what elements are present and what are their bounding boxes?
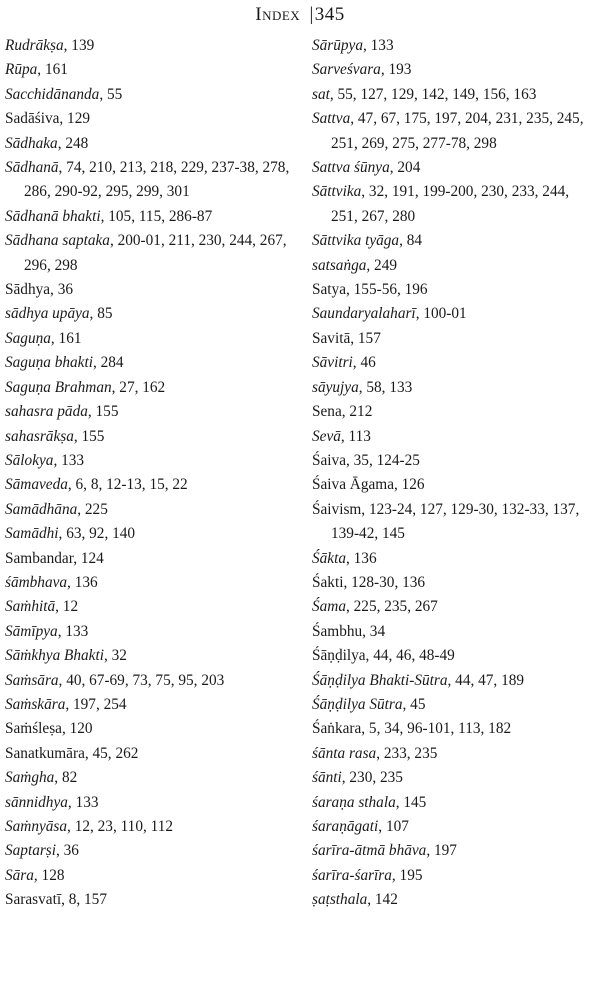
index-term: śaraṇāgati [312, 818, 379, 835]
index-page-refs: , 155-56, 196 [346, 281, 428, 299]
index-page-refs: , 113 [340, 427, 371, 445]
index-term: Sevā [312, 427, 341, 445]
index-entry [312, 449, 598, 473]
index-page-refs: , 5, 34, 96-101, 113, 182 [361, 720, 512, 738]
index-entry [312, 498, 598, 547]
index-term: śarīra-śarīra [312, 866, 392, 884]
index-page-refs: , 12 [55, 598, 79, 616]
index-term: Samādhi [5, 525, 59, 543]
index-page-refs: , 40, 67-69, 73, 75, 95, 203 [58, 671, 225, 689]
index-entry [312, 58, 598, 82]
index-entry [312, 839, 598, 863]
index-term: Sādhana saptaka [5, 232, 110, 250]
index-entry [5, 522, 295, 546]
index-page-refs: , 105, 115, 286-87 [100, 207, 213, 225]
index-entry [312, 278, 598, 302]
index-term: sahasra pāda [5, 403, 88, 421]
index-term: sat [312, 85, 330, 103]
index-term: Śaṅkara [312, 720, 362, 738]
index-page-refs: , 58, 133 [358, 378, 413, 396]
index-term: Śakti [312, 573, 344, 591]
index-entry [5, 644, 295, 668]
index-entry [5, 278, 295, 302]
index-entry [312, 254, 598, 278]
index-entry [312, 669, 598, 693]
index-entry [312, 815, 598, 839]
index-term: Rūpa [5, 61, 38, 79]
index-page-refs: , 193 [380, 61, 412, 79]
index-term: Saguṇa Brahman [5, 378, 112, 396]
index-entry [5, 205, 295, 229]
index-entry [312, 620, 598, 644]
index-page-refs: , 74, 210, 213, 218, 229, 237-38, 278, 286, 290-92, 295, 299, 301 [24, 159, 290, 201]
index-entry [312, 888, 598, 912]
index-entry [5, 620, 295, 644]
index-term: satsaṅga [312, 256, 367, 274]
index-entry [5, 132, 295, 156]
index-term: Sāmīpya [5, 622, 58, 640]
index-entry [5, 498, 295, 522]
index-page-refs: , 133 [53, 451, 85, 469]
index-term: Sāttvika [312, 183, 362, 201]
index-term: Savitā [312, 329, 351, 347]
index-page-refs: , 55 [99, 85, 123, 103]
index-entry [5, 351, 295, 375]
index-term: Sādhanā [5, 159, 59, 177]
index-term: Sāttvika tyāga [312, 232, 400, 250]
index-term: Sāṁkhya Bhakti [5, 647, 104, 665]
index-entry [312, 180, 598, 229]
index-entry [5, 156, 295, 205]
index-term: Saṁnyāsa [5, 818, 68, 835]
index-page-refs: , 133 [67, 793, 99, 811]
index-page-refs: , 155 [87, 403, 119, 421]
header-separator: | [309, 4, 314, 25]
index-page-refs: , 233, 235 [376, 744, 438, 762]
index-entry [312, 229, 598, 253]
index-page-refs: , 55, 127, 129, 142, 149, 156, 163 [329, 85, 537, 103]
index-page-refs: , 35, 124-25 [346, 451, 420, 469]
index-entry [312, 351, 598, 375]
index-page-refs: , 85 [89, 305, 113, 323]
index-term: Sattva śūnya [312, 159, 390, 177]
index-page-refs: , 129 [59, 110, 90, 128]
index-entry [5, 83, 295, 107]
index-page-refs: , 128 [33, 866, 65, 884]
index-entry [312, 791, 598, 815]
index-page-refs: , 249 [366, 256, 397, 274]
index-term: Samādhāna [5, 500, 78, 518]
index-entry [5, 791, 295, 815]
index-term: Saundaryalaharī [312, 305, 416, 323]
index-page-refs: , 12, 23, 110, 112 [67, 818, 173, 835]
index-term: Śama [312, 598, 346, 616]
index-page-refs: , 32, 191, 199-200, 230, 233, 244, 251, 267, 280 [331, 183, 570, 225]
index-entry [5, 107, 295, 131]
index-entry [312, 547, 598, 571]
index-term: śānti [312, 769, 342, 787]
index-page-refs: , 27, 162 [111, 378, 166, 396]
index-page-refs: , 36 [50, 281, 73, 299]
index-entry [312, 425, 598, 449]
index-page-refs: , 139 [63, 37, 95, 54]
index-entry [5, 229, 295, 278]
index-term: Saṁsāra [5, 671, 59, 689]
index-page-refs: , 133 [363, 37, 394, 54]
index-term: Sārūpya [312, 37, 363, 54]
index-page-refs: , 45 [402, 695, 426, 713]
index-page-refs: , 142 [367, 891, 398, 909]
index-entry [312, 742, 598, 766]
index-term: Sālokya [5, 451, 54, 469]
index-entry [5, 571, 295, 595]
index-page-refs: , 44, 47, 189 [447, 671, 525, 689]
index-page-refs: , 197 [426, 842, 457, 860]
index-term: Sāra [5, 866, 34, 884]
index-entry [312, 473, 598, 497]
index-page-refs: , 195 [391, 866, 423, 884]
index-term: Saṁśleṣa [5, 720, 62, 738]
index-page-refs: , 34 [362, 622, 386, 640]
index-term: Śāṇḍilya Sūtra [312, 695, 403, 713]
index-entry [5, 449, 295, 473]
index-entry [5, 839, 295, 863]
index-page-refs: , 32 [103, 647, 127, 665]
index-page-refs: , 120 [61, 720, 93, 738]
index-entry [5, 302, 295, 326]
index-term: Sādhaka [5, 134, 58, 152]
page-number: 345 [314, 4, 345, 25]
index-entry [312, 571, 598, 595]
index-page-refs: , 45, 262 [84, 744, 139, 762]
index-page-refs: , 107 [378, 818, 409, 835]
index-term: Sāmaveda [5, 476, 68, 494]
index-entry [312, 644, 598, 668]
index-entry [312, 766, 598, 790]
index-term: Sena [312, 403, 342, 421]
index-entry [5, 34, 295, 58]
index-entry [312, 400, 598, 424]
index-entry [312, 156, 598, 180]
index-page-refs: , 123-24, 127, 129-30, 132-33, 137, 139-42, 145 [331, 500, 580, 543]
index-entry [312, 302, 598, 326]
header-title: Index [255, 4, 301, 25]
index-page-refs: , 145 [395, 793, 427, 811]
index-term: Sādhya [5, 281, 51, 299]
index-entry [312, 376, 598, 400]
index-page-refs: , 197, 254 [65, 695, 127, 713]
index-page-refs: , 8, 157 [61, 891, 107, 909]
index-page-refs: , 82 [54, 769, 78, 787]
index-page-refs: , 157 [350, 329, 381, 347]
index-page-refs: , 136 [67, 573, 98, 591]
index-term: Śambhu [312, 622, 363, 640]
index-entry [312, 107, 598, 156]
index-page-refs: , 44, 46, 48-49 [365, 647, 455, 665]
index-page-refs: , 225, 235, 267 [346, 598, 438, 616]
index-term: Sādhanā bhakti [5, 207, 101, 225]
index-term: śaraṇa sthala [312, 793, 396, 811]
index-entry [312, 34, 598, 58]
index-entry [5, 864, 295, 888]
index-term: Sacchidānanda [5, 85, 100, 103]
index-page-refs: , 161 [50, 329, 82, 347]
index-entry [5, 376, 295, 400]
index-page-refs: , 284 [92, 354, 124, 372]
index-entry [5, 693, 295, 717]
index-term: sāyujya [312, 378, 359, 396]
index-column-left [5, 34, 295, 913]
index-term: śāmbhava [5, 573, 68, 591]
index-entry [312, 327, 598, 351]
index-term: Śaiva Āgama [312, 476, 394, 494]
index-page-refs: , 46 [352, 354, 376, 372]
index-term: Sāvitri [312, 354, 353, 372]
running-header [0, 4, 600, 26]
index-term: Sattva [312, 110, 351, 128]
index-entry [312, 693, 598, 717]
index-page-refs: , 248 [57, 134, 89, 152]
index-entry [5, 717, 295, 741]
index-term: Satya [312, 281, 346, 299]
index-page-refs: , 126 [393, 476, 425, 494]
index-term: Saṁgha [5, 769, 55, 787]
index-entry [5, 547, 295, 571]
index-term: Sadāśiva [5, 110, 60, 128]
index-term: Śāṇḍilya [312, 647, 366, 665]
index-entry [5, 595, 295, 619]
index-term: Saguṇa [5, 329, 51, 347]
index-entry [312, 595, 598, 619]
index-term: Śākta [312, 549, 346, 567]
index-term: Saguṇa bhakti [5, 354, 93, 372]
index-page-refs: , 204 [389, 159, 421, 177]
index-entry [5, 425, 295, 449]
index-term: Śāṇḍilya Bhakti-Sūtra [312, 671, 448, 689]
index-page-refs: , 128-30, 136 [343, 573, 426, 591]
index-term: Saptarṣi [5, 842, 56, 860]
index-term: sahasrākṣa [5, 427, 74, 445]
index-term: Saṁskāra [5, 695, 66, 713]
index-term: Sanatkumāra [5, 744, 85, 762]
index-term: Śaiva [312, 451, 346, 469]
index-entry [312, 864, 598, 888]
index-term: sānnidhya [5, 793, 68, 811]
index-page-refs: , 36 [56, 842, 79, 860]
index-page-refs: , 225 [77, 500, 108, 518]
index-column-right [312, 34, 598, 913]
index-page-refs: , 200-01, 211, 230, 244, 267, 296, 298 [24, 232, 287, 274]
index-term: śānta rasa [312, 744, 377, 762]
index-term: Sambandar [5, 549, 74, 567]
index-term: Sarasvatī [5, 891, 62, 909]
index-entry [5, 473, 295, 497]
index-term: Saṁhitā [5, 598, 56, 616]
index-entry [5, 888, 295, 912]
index-entry [5, 766, 295, 790]
index-entry [5, 669, 295, 693]
index-page-refs: , 161 [37, 61, 68, 79]
index-term: Rudrākṣa [5, 37, 64, 54]
index-page-refs: , 230, 235 [341, 769, 403, 787]
index-page-refs: , 84 [399, 232, 423, 250]
index-page-refs: , 133 [57, 622, 89, 640]
index-entry [5, 815, 295, 839]
index-term: sādhya upāya [5, 305, 90, 323]
index-entry [5, 400, 295, 424]
index-page-refs: , 155 [73, 427, 105, 445]
index-page-refs: , 47, 67, 175, 197, 204, 231, 235, 245, 251, 269, 275, 277-78, 298 [331, 110, 584, 152]
index-entry [5, 327, 295, 351]
index-term: Sarveśvara [312, 61, 381, 79]
index-term: śarīra-ātmā bhāva [312, 842, 427, 860]
index-page-refs: , 124 [73, 549, 104, 567]
index-entry [312, 83, 598, 107]
index-term: Śaivism [312, 500, 362, 518]
index-page-refs: , 6, 8, 12-13, 15, 22 [67, 476, 188, 494]
index-page-refs: , 63, 92, 140 [58, 525, 136, 543]
index-term: ṣaṭsthala [312, 891, 368, 909]
index-entry [5, 742, 295, 766]
index-page-refs: , 100-01 [415, 305, 467, 323]
index-page-refs: , 212 [341, 403, 373, 421]
index-entry [5, 58, 295, 82]
index-entry [312, 717, 598, 741]
index-page-refs: , 136 [346, 549, 377, 567]
